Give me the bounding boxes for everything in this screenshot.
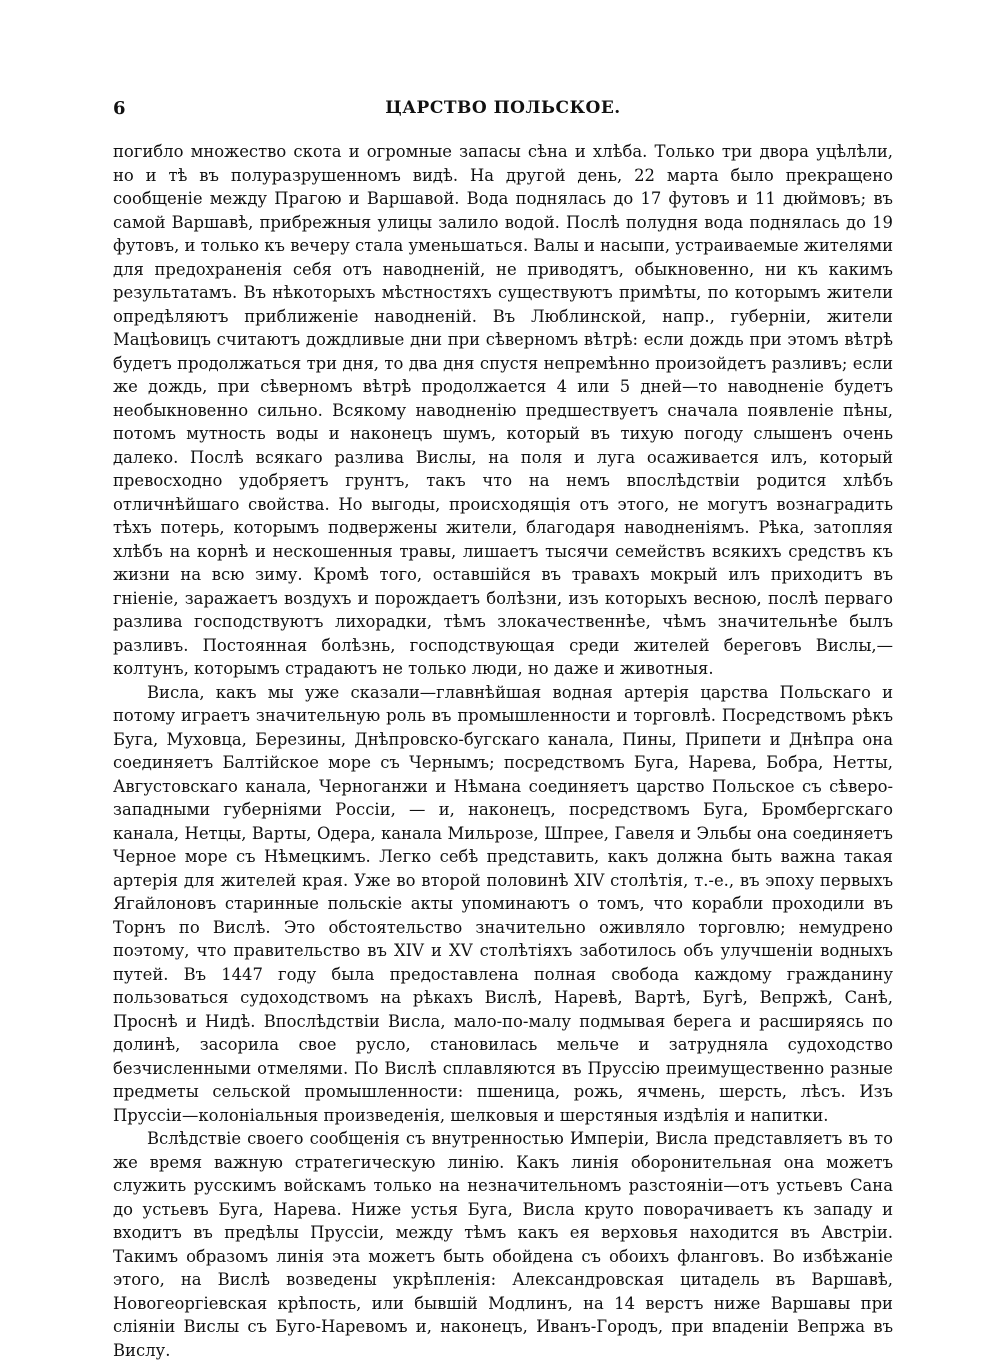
page-header <box>113 98 893 130</box>
page-number: 6 <box>113 98 126 119</box>
book-page <box>113 98 893 1362</box>
paragraph-vistula-artery: Висла, какъ мы уже сказали—главнѣйшая водная артерія царства Польскаго и потому играетъ значительную роль въ промышленности и торговлѣ. Посредствомъ рѣкъ Буга, Муховца, Березины, Днѣпровско-бугскаго канала, Пины, Припети и Днѣпра она соединяетъ Балтійское море съ Чернымъ; посредствомъ Буга, Нарева, Бобра, Нетты, Августовскаго канала, Черноганжи и Нѣмана соединяетъ царство Польское съ сѣверо-западными губерніями Россіи, — и, наконецъ, посредствомъ Буга, Бромбергскаго канала, Нетцы, Варты, Одера, канала Мильрозе, Шпрее, Гавеля и Эльбы она соединяетъ Черное море съ Нѣмецкимъ. Легко себѣ представить, какъ должна быть важна такая артерія для жителей края. Уже во второй половинѣ XIV столѣтія, т.-е., въ эпоху первыхъ Ягайлоновъ старинные польскіе акты упоминаютъ о томъ, что корабли проходили въ Торнъ по Вислѣ. Это обстоятельство значительно оживляло торговлю; немудрено поэтому, что правительство въ XIV и XV столѣтіяхъ заботилось объ улучшеніи водныхъ путей. Въ 1447 году была предоставлена полная свобода каждому гражданину пользоваться судоходствомъ на рѣкахъ Вислѣ, Наревѣ, Вартѣ, Бугѣ, Вепржѣ, Санѣ, Проснѣ и Нидѣ. Впослѣдствіи Висла, мало-по-малу подмывая берега и расширяясь по долинѣ, засорила свое русло, становилась мельче и затрудняла судоходство безчисленными отмелями. По Вислѣ сплавляются въ Пруссію преимущественно разные предметы сельской промышленности: пшеница, рожь, ячмень, шерсть, лѣсъ. Изъ Пруссіи—колоніальныя произведенія, шелковыя и шерстяныя издѣлія и напитки. <box>113 682 893 1125</box>
running-title: ЦАРСТВО ПОЛЬСКОЕ. <box>385 98 621 118</box>
paragraph-continued: погибло множество скота и огромные запасы сѣна и хлѣба. Только три двора уцѣлѣли, но и тѣ въ полуразрушенномъ видѣ. На другой день, 22 марта было прекращено сообщеніе между Прагою и Варшавой. Вода поднялась до 17 футовъ и 11 дюймовъ; въ самой Варшавѣ, прибрежныя улицы залило водой. Послѣ полудня вода поднялась до 19 футовъ, и только къ вечеру стала уменьшаться. Валы и насыпи, устраиваемые жителями для предохраненія себя отъ наводненій, не приводятъ, обыкновенно, ни къ какимъ результатамъ. Въ нѣкоторыхъ мѣстностяхъ существуютъ примѣты, по которымъ жители опредѣляютъ приближеніе наводненій. Въ Люблинской, напр., губерніи, жители Мацѣовицъ считаютъ дождливые дни при сѣверномъ вѣтрѣ: если дождь при этомъ вѣтрѣ будетъ продолжаться три дня, то два дня спустя непремѣнно произойдетъ разливъ; если же дождь, при сѣверномъ вѣтрѣ продолжается 4 или 5 дней—то наводненіе будетъ необыкновенно сильно. Всякому наводненію предшествуетъ сначала появленіе пѣны, потомъ мутность воды и наконецъ шумъ, который въ тихую погоду слышенъ очень далеко. Послѣ всякаго разлива Вислы, на поля и луга осаживается илъ, который превосходно удобряетъ грунтъ, такъ что на немъ впослѣдствіи родится хлѣбъ отличнѣйшаго свойства. Но выгоды, происходящія отъ этого, не могутъ вознаградить тѣхъ потерь, которымъ подвержены жители, благодаря наводненіямъ. Рѣка, затопляя хлѣбъ на корнѣ и нескошенныя травы, лишаетъ тысячи семействъ всякихъ средствъ къ жизни на всю зиму. Кромѣ того, оставшійся въ травахъ мокрый илъ приходитъ въ гніеніе, заражаетъ воздухъ и порождаетъ болѣзни, изъ которыхъ весною, послѣ перваго разлива господствуютъ лихорадки, тѣмъ злокачественнѣе, чѣмъ значительнѣе былъ разливъ. Постоянная болѣзнь, господствующая среди жителей береговъ Вислы,—колтунъ, которымъ страдаютъ не только люди, но даже и животныя. <box>113 142 893 678</box>
paragraph-strategic-line: Вслѣдствіе своего сообщенія съ внутренностью Имперіи, Висла представляетъ въ то же время важную стратегическую линію. Какъ линія оборонительная она можетъ служить русскимъ войскамъ только на незначительномъ разстояніи—отъ устьевъ Сана до устьевъ Буга, Нарева. Ниже устья Буга, Висла круто поворачиваетъ къ западу и входитъ въ предѣлы Пруссіи, между тѣмъ какъ ея верховья находится въ Австріи. Такимъ образомъ линія эта можетъ быть обойдена съ обоихъ фланговъ. Во избѣжаніе этого, на Вислѣ возведены укрѣпленія: Александровская цитадель въ Варшавѣ, Новогеоргіевская крѣпость, или бывшій Модлинъ, на 14 верстъ ниже Варшавы при сліяніи Вислы съ Буго-Наревомъ и, наконецъ, Иванъ-Городъ, при впаденіи Вепржа въ Вислу. <box>113 1129 893 1360</box>
